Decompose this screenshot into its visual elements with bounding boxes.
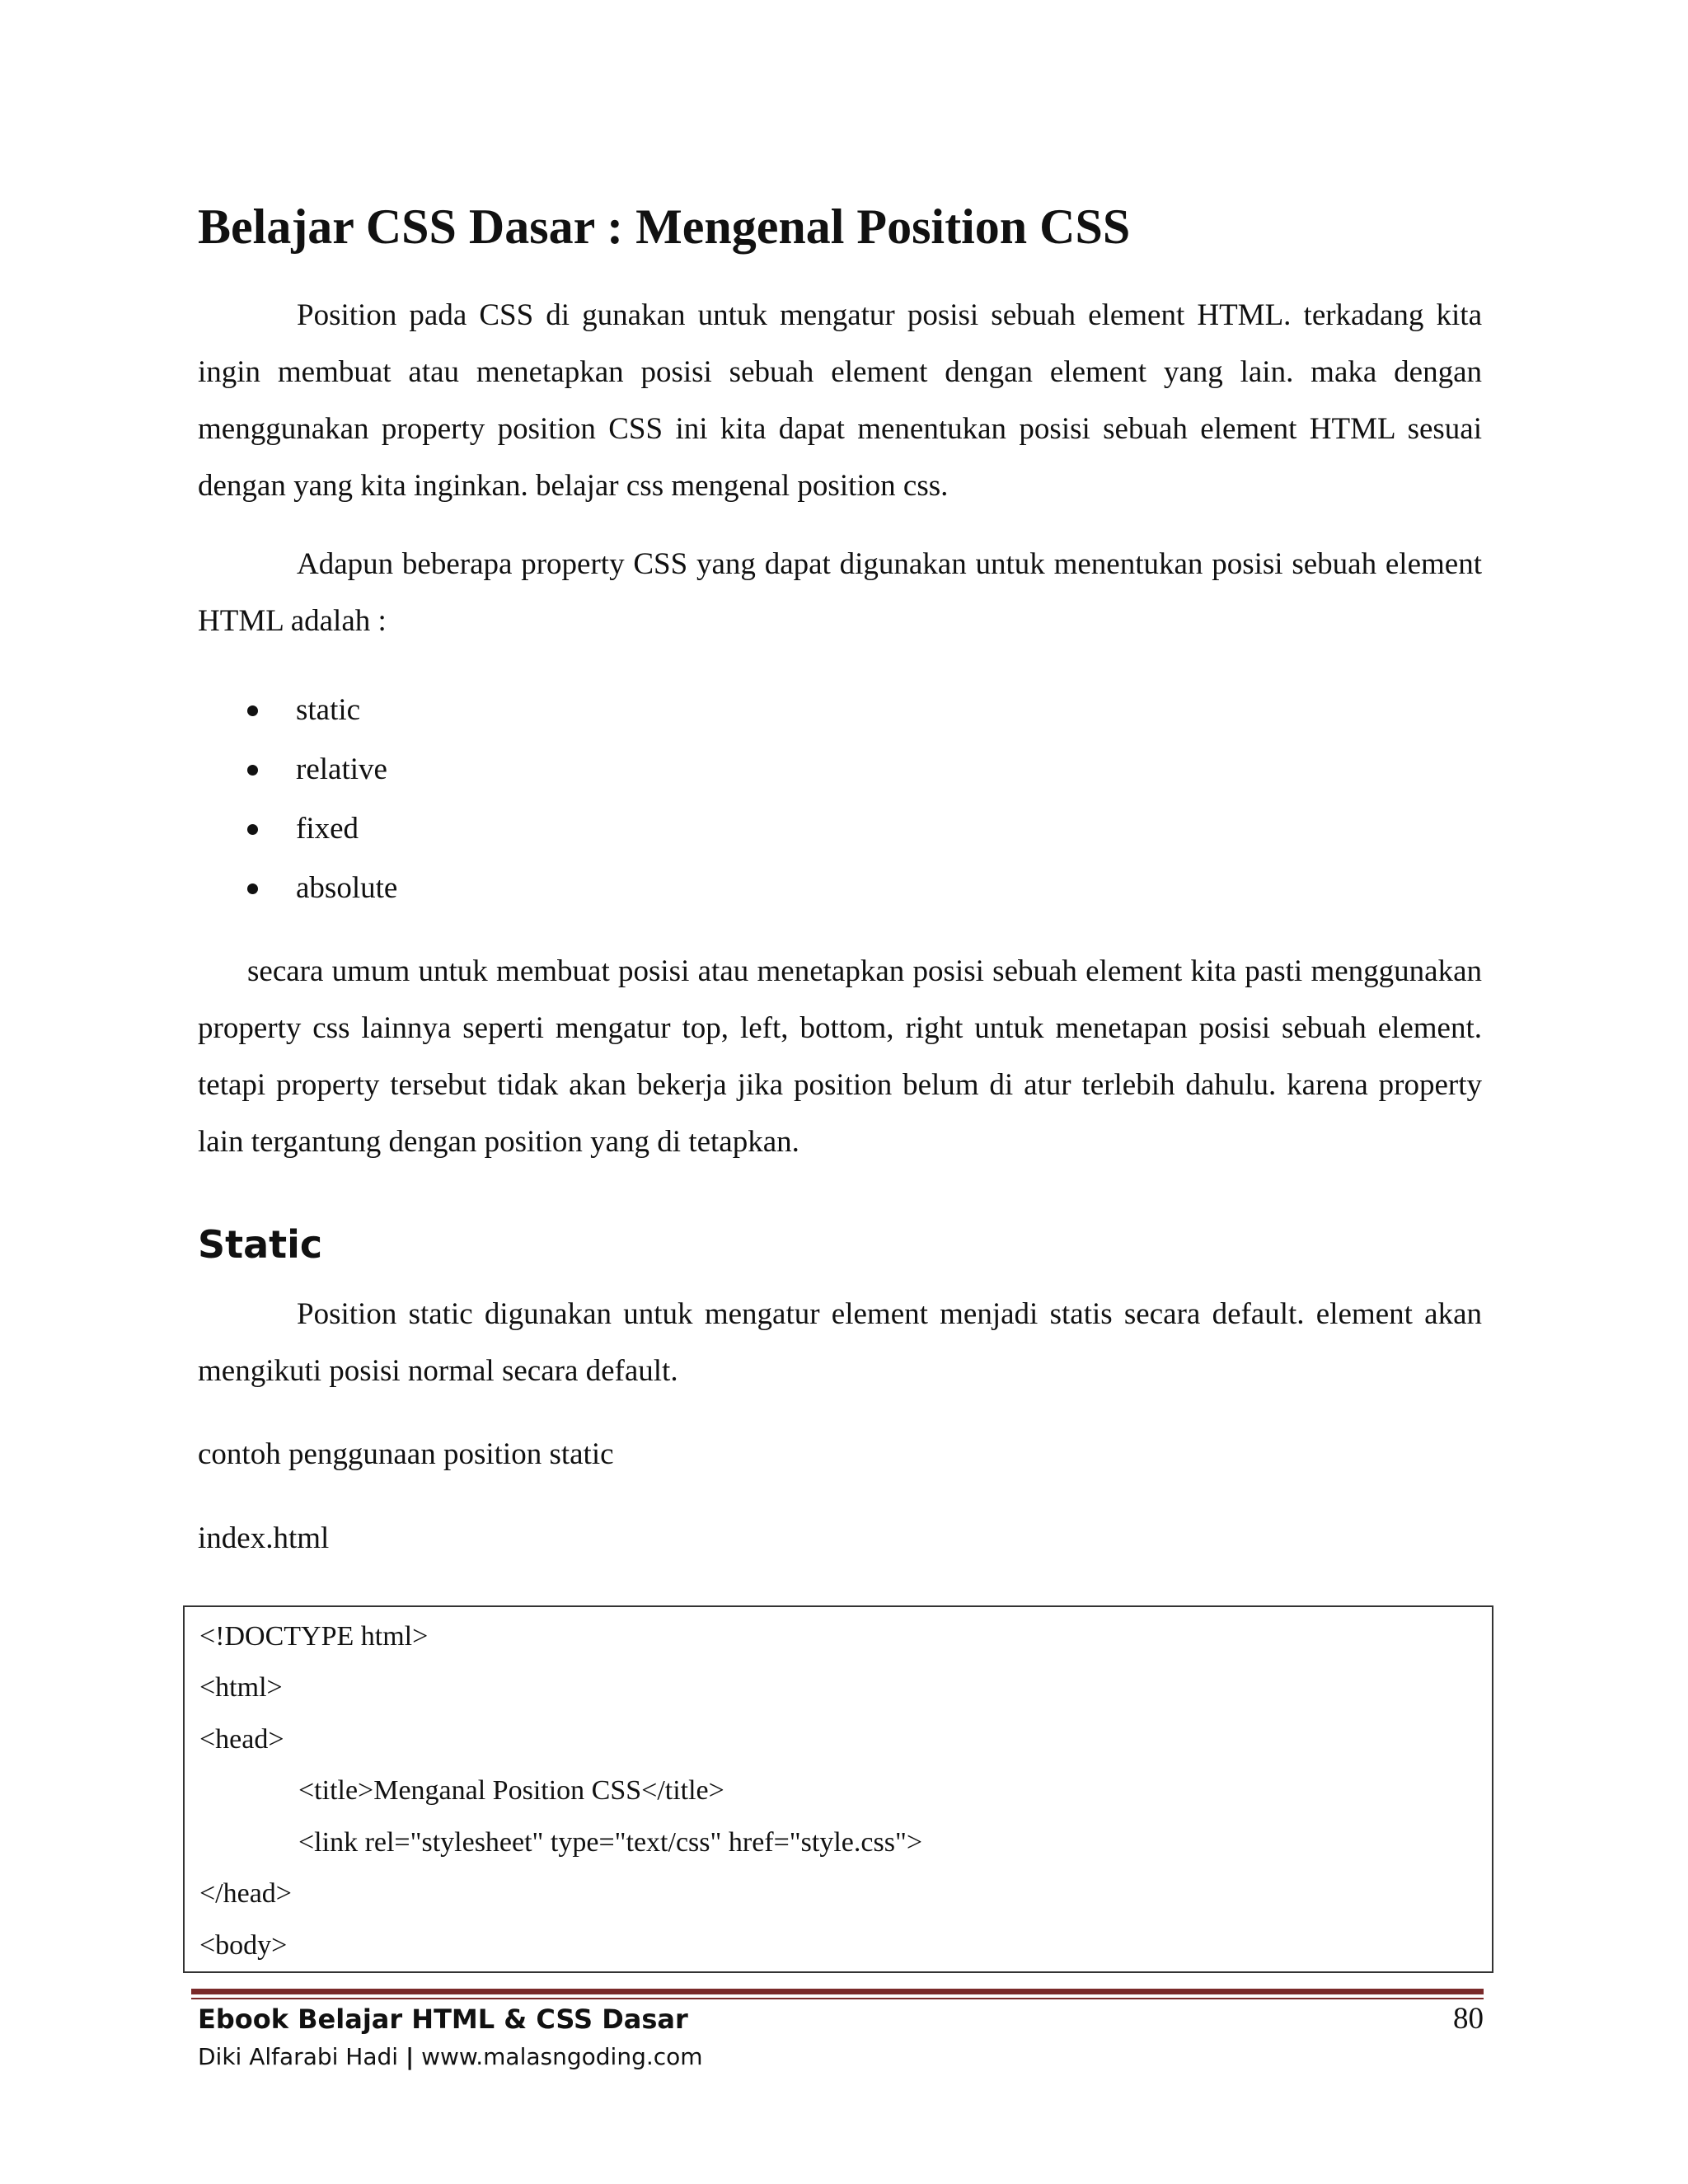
bullet-icon	[247, 883, 258, 894]
code-line: <html>	[199, 1672, 283, 1703]
code-line: <title>Menganal Position CSS</title>	[298, 1775, 724, 1806]
bullet-icon	[247, 705, 258, 716]
code-line: <head>	[199, 1724, 284, 1755]
footer-divider-thin	[191, 1998, 1484, 1999]
footer-separator: |	[405, 2043, 415, 2070]
code-line: </head>	[199, 1878, 292, 1909]
page-number: 80	[1453, 2002, 1484, 2036]
bullet-icon	[247, 824, 258, 835]
section-heading-static: Static	[198, 1222, 323, 1267]
code-line: <!DOCTYPE html>	[199, 1621, 429, 1652]
footer-book-title: Ebook Belajar HTML & CSS Dasar	[198, 2004, 688, 2035]
footer-author: Diki Alfarabi Hadi	[198, 2043, 399, 2070]
static-description-paragraph: Position static digunakan untuk mengatur element menjadi statis secara default. element akan mengikuti posisi normal secara default.	[198, 1297, 1482, 1388]
list-item-label: absolute	[296, 871, 398, 905]
list-item-label: static	[296, 693, 361, 727]
page-title: Belajar CSS Dasar : Mengenal Position CSS	[198, 199, 1131, 254]
code-block	[183, 1605, 1493, 1973]
bullet-icon	[247, 765, 258, 776]
general-usage-paragraph: secara umum untuk membuat posisi atau menetapkan posisi sebuah element kita pasti menggunakan property css lainnya seperti mengatur top, left, bottom, right untuk menetapan posisi sebuah element. tetapi property tersebut tidak akan bekerja jika position belum di atur terlebih dahulu. karena property lain tergantung dengan position yang di tetapkan.	[198, 954, 1482, 1159]
property-intro-paragraph: Adapun beberapa property CSS yang dapat digunakan untuk menentukan posisi sebuah element HTML adalah :	[198, 547, 1482, 638]
footer-divider	[191, 1989, 1484, 1994]
file-name-label: index.html	[198, 1521, 330, 1555]
code-line: <link rel="stylesheet" type="text/css" href="style.css">	[298, 1827, 922, 1858]
intro-paragraph: Position pada CSS di gunakan untuk mengatur posisi sebuah element HTML. terkadang kita ingin membuat atau menetapkan posisi sebuah element dengan element yang lain. maka dengan menggunakan property position CSS ini kita dapat menentukan posisi sebuah element HTML sesuai dengan yang kita inginkan. belajar css mengenal position css.	[198, 298, 1482, 503]
code-line: <body>	[199, 1930, 288, 1961]
footer-website: www.malasngoding.com	[421, 2043, 703, 2070]
list-item-label: fixed	[296, 812, 359, 846]
footer-author-line	[198, 2041, 703, 2074]
example-label: contoh penggunaan position static	[198, 1437, 614, 1471]
list-item-label: relative	[296, 752, 387, 786]
